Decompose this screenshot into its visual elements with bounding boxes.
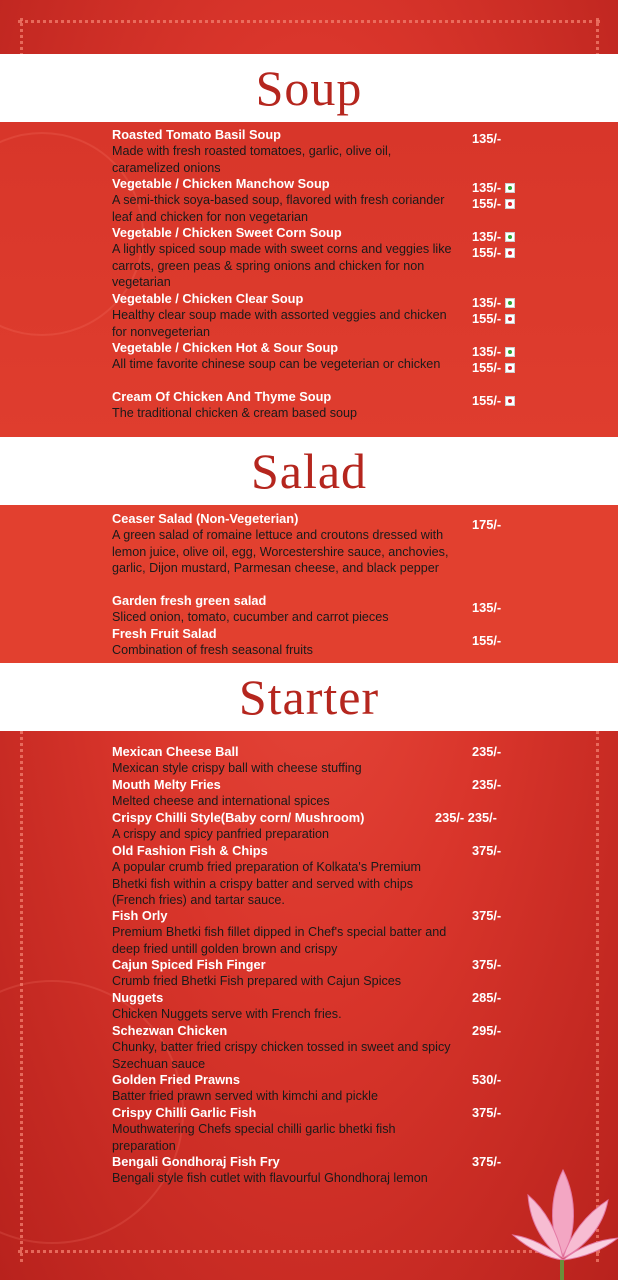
menu-item <box>112 744 452 777</box>
item-description: All time favorite chinese soup can be vegeterian or chicken <box>112 357 441 372</box>
menu-item <box>112 291 452 340</box>
menu-item <box>112 225 452 291</box>
item-name: Crispy Chilli Style(Baby corn/ Mushroom) <box>112 810 365 825</box>
item-price: 375/- <box>472 1105 502 1120</box>
item-description: A crispy and spicy panfried preparation <box>112 827 330 842</box>
menu-item <box>112 340 452 373</box>
lotus-flower-icon <box>508 1150 618 1280</box>
item-price: 155/- <box>472 633 502 648</box>
item-name: Mexican Cheese Ball <box>112 744 239 759</box>
item-description: Bengali style fish cutlet with flavourful Ghondhoraj lemon <box>112 1171 428 1186</box>
item-description: Premium Bhetki fish fillet dipped in Chef's special batter and deep fried untill golden brown and crispy <box>112 925 447 956</box>
menu-item <box>112 593 452 626</box>
nonveg-indicator-icon <box>505 199 515 209</box>
veg-indicator-icon <box>505 347 515 357</box>
item-price: 295/- <box>472 1023 502 1038</box>
item-description: Healthy clear soup made with assorted veggies and chicken for nonvegeterian <box>112 308 447 339</box>
item-price: 135/- <box>472 600 502 615</box>
menu-item <box>112 1154 452 1187</box>
menu-item <box>112 908 452 957</box>
menu-item <box>112 843 452 909</box>
veg-indicator-icon <box>505 298 515 308</box>
item-name: Fresh Fruit Salad <box>112 626 217 641</box>
item-name: Nuggets <box>112 990 164 1005</box>
item-name: Garden fresh green salad <box>112 593 267 608</box>
starter-title: Starter <box>238 669 380 725</box>
item-price: 235/- <box>472 777 502 792</box>
menu-item <box>112 777 452 810</box>
item-price: 175/- <box>472 517 502 532</box>
item-price: 375/- <box>472 1154 502 1169</box>
nonveg-indicator-icon <box>505 396 515 406</box>
menu-item <box>112 1105 452 1154</box>
item-price-veg: 135/- <box>472 180 515 196</box>
item-price-nonveg: 155/- <box>472 245 515 261</box>
menu-item <box>112 1023 452 1072</box>
item-price: 375/- <box>472 843 502 858</box>
item-description: Chicken Nuggets serve with French fries. <box>112 1007 342 1022</box>
item-description: A lightly spiced soup made with sweet corns and veggies like carrots, green peas & spring onions and chicken for non vegetarian <box>112 242 452 290</box>
item-name: Cajun Spiced Fish Finger <box>112 957 266 972</box>
item-price: 235/- <box>472 744 502 759</box>
item-name: Golden Fried Prawns <box>112 1072 240 1087</box>
item-price-nonveg: 155/- <box>472 196 515 212</box>
nonveg-indicator-icon <box>505 363 515 373</box>
item-name: Ceaser Salad (Non-Vegeterian) <box>112 511 299 526</box>
item-price: 135/- <box>472 131 502 146</box>
item-price: 375/- <box>472 908 502 923</box>
item-name: Bengali Gondhoraj Fish Fry <box>112 1154 280 1169</box>
item-name: Schezwan Chicken <box>112 1023 228 1038</box>
menu-item <box>112 626 452 659</box>
item-name: Fish Orly <box>112 908 168 923</box>
menu-item <box>112 511 452 577</box>
item-description: Crumb fried Bhetki Fish prepared with Cajun Spices <box>112 974 402 989</box>
nonveg-indicator-icon <box>505 314 515 324</box>
item-name: Vegetable / Chicken Manchow Soup <box>112 176 330 191</box>
item-price-nonveg: 155/- <box>472 393 515 409</box>
item-description: A semi-thick soya-based soup, flavored with fresh coriander leaf and chicken for non vegetarian <box>112 193 445 224</box>
item-price: 235/- 235/- <box>435 810 497 825</box>
salad-header-band <box>0 437 618 505</box>
menu-item <box>112 957 452 990</box>
item-description: Batter fried prawn served with kimchi and pickle <box>112 1089 378 1104</box>
soup-title: Soup <box>255 60 363 116</box>
starter-header-band <box>0 663 618 731</box>
menu-item <box>112 127 452 176</box>
item-description: The traditional chicken & cream based soup <box>112 406 358 421</box>
item-name: Vegetable / Chicken Clear Soup <box>112 291 304 306</box>
item-description: A green salad of romaine lettuce and croutons dressed with lemon juice, olive oil, egg, Worcestershire sauce, anchovies, garlic, Dijon mustard, Parmesan cheese, and black pepper <box>112 528 449 576</box>
item-price-veg: 135/- <box>472 295 515 311</box>
item-description: Mexican style crispy ball with cheese stuffing <box>112 761 362 776</box>
menu-item <box>112 810 452 843</box>
item-name: Cream Of Chicken And Thyme Soup <box>112 389 332 404</box>
soup-header-band <box>0 54 618 122</box>
item-price-nonveg: 155/- <box>472 311 515 327</box>
nonveg-indicator-icon <box>505 248 515 258</box>
item-description: Made with fresh roasted tomatoes, garlic, olive oil, caramelized onions <box>112 144 392 175</box>
item-name: Roasted Tomato Basil Soup <box>112 127 281 142</box>
item-name: Old Fashion Fish & Chips <box>112 843 268 858</box>
menu-item <box>112 176 452 225</box>
item-price-veg: 135/- <box>472 344 515 360</box>
item-price: 285/- <box>472 990 502 1005</box>
item-price: 530/- <box>472 1072 502 1087</box>
item-description: Combination of fresh seasonal fruits <box>112 643 313 658</box>
salad-title: Salad <box>250 443 368 499</box>
menu-item <box>112 1072 452 1105</box>
dotted-border-top <box>18 20 600 23</box>
veg-indicator-icon <box>505 232 515 242</box>
item-name: Vegetable / Chicken Sweet Corn Soup <box>112 225 342 240</box>
menu-item <box>112 389 452 422</box>
item-name: Mouth Melty Fries <box>112 777 221 792</box>
menu-item <box>112 990 452 1023</box>
item-name: Crispy Chilli Garlic Fish <box>112 1105 257 1120</box>
veg-indicator-icon <box>505 183 515 193</box>
item-price-veg: 135/- <box>472 229 515 245</box>
item-name: Vegetable / Chicken Hot & Sour Soup <box>112 340 339 355</box>
item-description: Sliced onion, tomato, cucumber and carrot pieces <box>112 610 389 625</box>
item-price: 375/- <box>472 957 502 972</box>
item-description: Melted cheese and international spices <box>112 794 330 809</box>
item-description: Mouthwatering Chefs special chilli garlic bhetki fish preparation <box>112 1122 396 1153</box>
item-price-nonveg: 155/- <box>472 360 515 376</box>
item-description: A popular crumb fried preparation of Kolkata's Premium Bhetki fish within a crispy batter and served with chips (French fries) and tartar sauce. <box>112 860 422 908</box>
item-description: Chunky, batter fried crispy chicken tossed in sweet and spicy Szechuan sauce <box>112 1040 451 1071</box>
